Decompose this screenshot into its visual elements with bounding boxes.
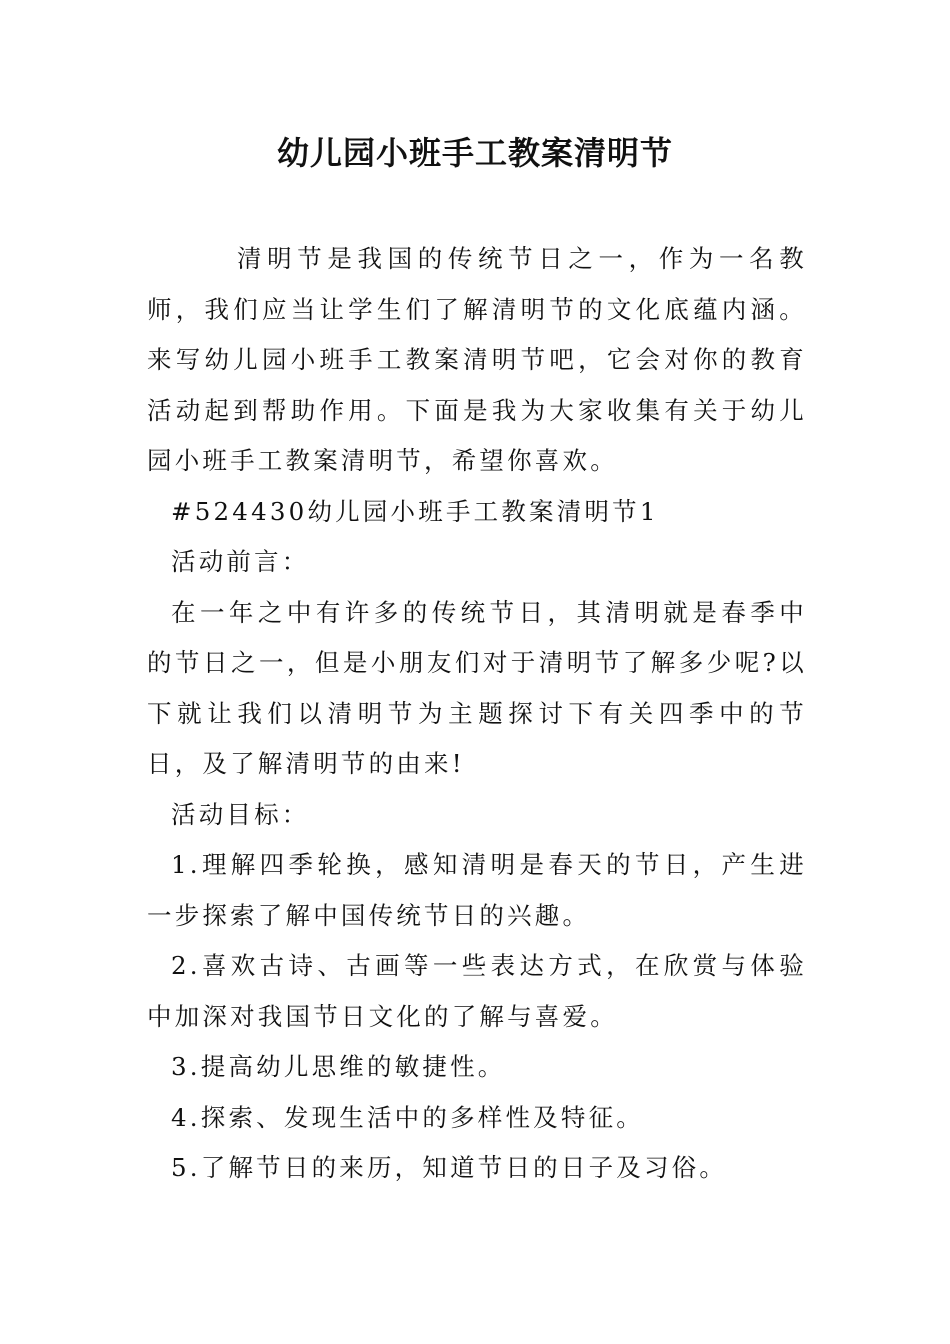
goals-label: 活动目标： bbox=[171, 799, 310, 829]
document-title: 幼儿园小班手工教案清明节 bbox=[276, 134, 673, 172]
preface-label: 活动前言： bbox=[171, 547, 310, 576]
section-heading: #524430幼儿园小班手工教案清明节1 bbox=[171, 496, 659, 526]
document-body bbox=[147, 234, 807, 1194]
preface-paragraph: 在一年之中有许多的传统节日，其清明就是春季中的节日之一，但是小朋友们对于清明节了解多少呢?以下就让我们以清明节为主题探讨下有关四季中的节日，及了解清明节的由来! bbox=[147, 597, 807, 778]
intro-paragraph: 清明节是我国的传统节日之一，作为一名教师，我们应当让学生们了解清明节的文化底蕴内涵。来写幼儿园小班手工教案清明节吧，它会对你的教育活动起到帮助作用。下面是我为大家收集有关于幼儿园小班手工教案清明节，希望你喜欢。 bbox=[147, 244, 807, 475]
goal-item: 5.了解节日的来历，知道节日的日子及习俗。 bbox=[171, 1153, 728, 1182]
goal-item: 4.探索、发现生活中的多样性及特征。 bbox=[171, 1102, 644, 1132]
goal-item: 2.喜欢古诗、古画等一些表达方式，在欣赏与体验中加深对我国节日文化的了解与喜爱。 bbox=[147, 951, 807, 1031]
goal-item: 1.理解四季轮换，感知清明是春天的节日，产生进一步探索了解中国传统节日的兴趣。 bbox=[147, 850, 807, 930]
goal-item: 3.提高幼儿思维的敏捷性。 bbox=[171, 1052, 506, 1081]
